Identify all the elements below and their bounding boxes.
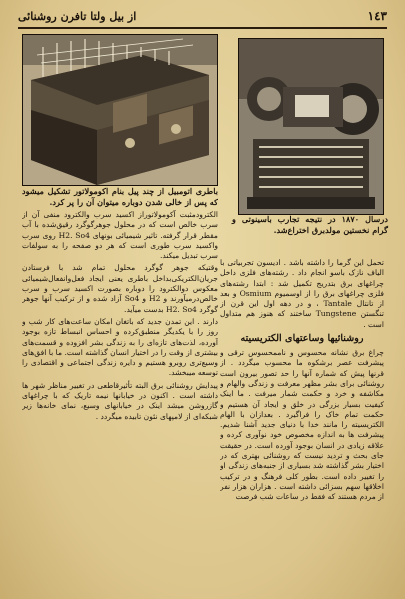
- section-heading: روشنائیها وساعتهای الکتریسیته: [240, 333, 364, 345]
- paragraph: پیدایش روشنائی برق البته تأثیرقاطعی در تغییر مناظر شهر ها داشته است . اکنون در خیابانها نیمه تاریک که با چراغهای گازروشن میشد اینک در خیابانهای وسیع، نمای خانه‌ها زیر شبکه‌ای از لامپهای نئون تابیده میگردد .: [22, 380, 218, 421]
- battery-illustration: [23, 35, 217, 185]
- paragraph: الکترودمثبت آکومولاتوراز اکسید سرب والکترود منفی آن از سرب خالص است که در محلول جوهرگوگرد رقیق‌شده با آب مقطر قرار گرفته. تاثیر شیمیائی بونهای H2. So4 روی سرب واکسید سرب طوری است که هر دو صفحه را به سولفات سرب تبدیل میکند.: [22, 210, 218, 261]
- page-number: ١٤٣: [367, 9, 387, 23]
- paragraph: چراغ برق نشانه محسوس و ناممحسوس ترقی و پیشرفت عصر برشکوه ما محسوب میگردد . از قرنها پیش که شماره آنها را حد تصور بیرون است روشنائی برای بشر مظهر معرفت و زندگی والهام و مکاشفه و خرد و حکمت شمار میرفت . ما اینک کیفیت بسیار بزرگی در خلق و ایجاد آن هستیم و حکمت تمام خاک را فراگیرد . بعدازان با الهام الکتریسیته را مانند خدا با دنیای جدید آشنا شدیم. پیشرفت ها به اندازه مخصوص خود نوآوری کرده و علاقه زیادی در انسان بوجود آورده است. در حقیقت جای بحث و تردید نیست که روشنائی بهتری که در اختیار بشر گذاشته شد بسیاری از جنبه‌های زندگی او را تغییر داده است. بطور کلی فرهنگ و در ترکیب اخلاقها سهم بسزائی داشته است . هزاران هزار نفر از مردم هستند که فقط در ساعات شب فرصت: [220, 348, 384, 502]
- right-text-column: [220, 258, 384, 590]
- header-rule: [18, 27, 387, 29]
- running-title: از بیل ولتا تافرن روشنائی: [18, 9, 137, 23]
- paragraph: تحمل این گرما را داشته باشد . ادیسون تجربیاتی با الیاف نازک باسو انجام داد . رشته‌های فلزی داخل چراغهای برق بتدریج تکمیل شد : ابتدا رشته‌های فلزی چراغهای برق را از اوسمیوم Osmium و بعد از تانتال Tantale ، و در دهه اول این قرن از تنگستن Tungstene ساختند که هنوز هم متداول است .: [220, 258, 384, 329]
- left-text-column: [22, 186, 218, 590]
- dynamo-photo: [238, 38, 384, 215]
- paragraph: وقتیکه جوهر گوگرد محلول تمام شد با فرستادن جریان‌الکتریکی‌بداخل باطری یعنی ایجاد فعل‌وانفعال‌شیمیائی معکوس دوالکترود را دوباره بصورت اکسید سرب و سرب خالص‌درمیآورند و H2 و So4 آزاد شده و از ترکیب آنها جوهر گوگرد H2. So4 بدست میآید.: [22, 263, 218, 314]
- battery-photo: [22, 34, 218, 186]
- paragraph: دارند . این تمدن جدید که باتغان امکان ساعت‌های کار شب و روز را با یکدیگر منطبق‌کرده و احساس انبساط تازه بوجود آورده، لذت‌های تازه‌ای را به زندگی بشر افزوده و قسمت‌های بیشتری از وقت را در اختیار انسان گذاشته است. ما با افق‌های وسیع‌تری روبرو هستیم و دایره زندگی اجتماعی و اقتصادی را توسعه میبخشد.: [22, 316, 218, 378]
- dynamo-illustration: [239, 39, 383, 214]
- dynamo-caption: درسال ۱۸۷۰ در نتیجه تجارب باسینوتی و گرام نخستین مولدبرق اختراع‌شد.: [232, 214, 388, 235]
- page-header: [18, 6, 387, 26]
- battery-caption: باطری اتومبیل از چند پیل بنام اکومولاتور تشکیل میشود که پس از خالی شدن دوباره میتوان آن را پر کرد.: [22, 186, 218, 207]
